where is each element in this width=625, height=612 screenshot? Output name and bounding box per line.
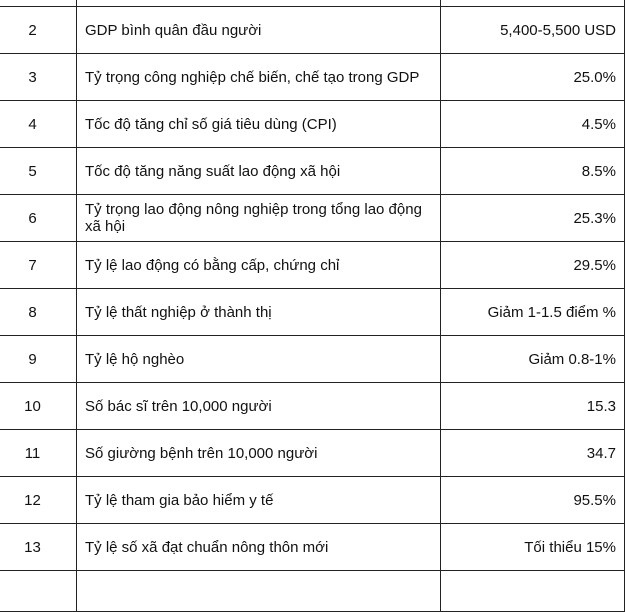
row-number: 13 <box>0 524 77 571</box>
table-row-11 <box>0 430 625 477</box>
indicator-value: 15.3 <box>441 383 625 430</box>
table-row-10 <box>0 383 625 430</box>
indicator-name: Số bác sĩ trên 10,000 người <box>77 383 441 430</box>
row-number: 8 <box>0 289 77 336</box>
indicator-name: GDP bình quân đầu người <box>77 7 441 54</box>
table-row-13 <box>0 524 625 571</box>
indicator-value: 8.5% <box>441 148 625 195</box>
indicator-value: Giảm 1-1.5 điểm % <box>441 289 625 336</box>
row-number: 12 <box>0 477 77 524</box>
row-number: 10 <box>0 383 77 430</box>
indicator-value: Giảm 0.8-1% <box>441 336 625 383</box>
indicator-name: Tỷ lệ số xã đạt chuẩn nông thôn mới <box>77 524 441 571</box>
table-row-14-partial <box>0 571 625 612</box>
indicator-name: Tỷ lệ lao động có bằng cấp, chứng chỉ <box>77 242 441 289</box>
table-row-8 <box>0 289 625 336</box>
indicator-value: 34.7 <box>441 430 625 477</box>
table-row-3 <box>0 54 625 101</box>
table-row-6 <box>0 195 625 242</box>
table-row-12 <box>0 477 625 524</box>
table-row-9 <box>0 336 625 383</box>
indicator-value: 25.3% <box>441 195 625 242</box>
table-row-2 <box>0 7 625 54</box>
indicator-name: Số giường bệnh trên 10,000 người <box>77 430 441 477</box>
row-number: 3 <box>0 54 77 101</box>
indicator-name: Tỷ lệ tham gia bảo hiểm y tế <box>77 477 441 524</box>
indicator-value: 4.5% <box>441 101 625 148</box>
indicator-value: 95.5% <box>441 477 625 524</box>
row-number: 11 <box>0 430 77 477</box>
table-row-4 <box>0 101 625 148</box>
row-number: 4 <box>0 101 77 148</box>
indicator-value: 5,400-5,500 USD <box>441 7 625 54</box>
indicator-value: 25.0% <box>441 54 625 101</box>
indicator-name: Tỷ trọng lao động nông nghiệp trong tổng lao động xã hội <box>77 195 441 242</box>
row-number: 5 <box>0 148 77 195</box>
row-number: 2 <box>0 7 77 54</box>
row-number <box>0 571 77 612</box>
row-number: 7 <box>0 242 77 289</box>
indicator-name: Tốc độ tăng năng suất lao động xã hội <box>77 148 441 195</box>
indicator-name: Tốc độ tăng chỉ số giá tiêu dùng (CPI) <box>77 101 441 148</box>
indicator-name <box>77 571 441 612</box>
indicator-name: Tỷ lệ hộ nghèo <box>77 336 441 383</box>
table-row-5 <box>0 148 625 195</box>
row-number: 9 <box>0 336 77 383</box>
indicator-value <box>441 571 625 612</box>
row-number: 6 <box>0 195 77 242</box>
indicator-value: Tối thiểu 15% <box>441 524 625 571</box>
indicator-name: Tỷ trọng công nghiệp chế biến, chế tạo trong GDP <box>77 54 441 101</box>
indicator-value: 29.5% <box>441 242 625 289</box>
table-row-7 <box>0 242 625 289</box>
indicator-name: Tỷ lệ thất nghiệp ở thành thị <box>77 289 441 336</box>
